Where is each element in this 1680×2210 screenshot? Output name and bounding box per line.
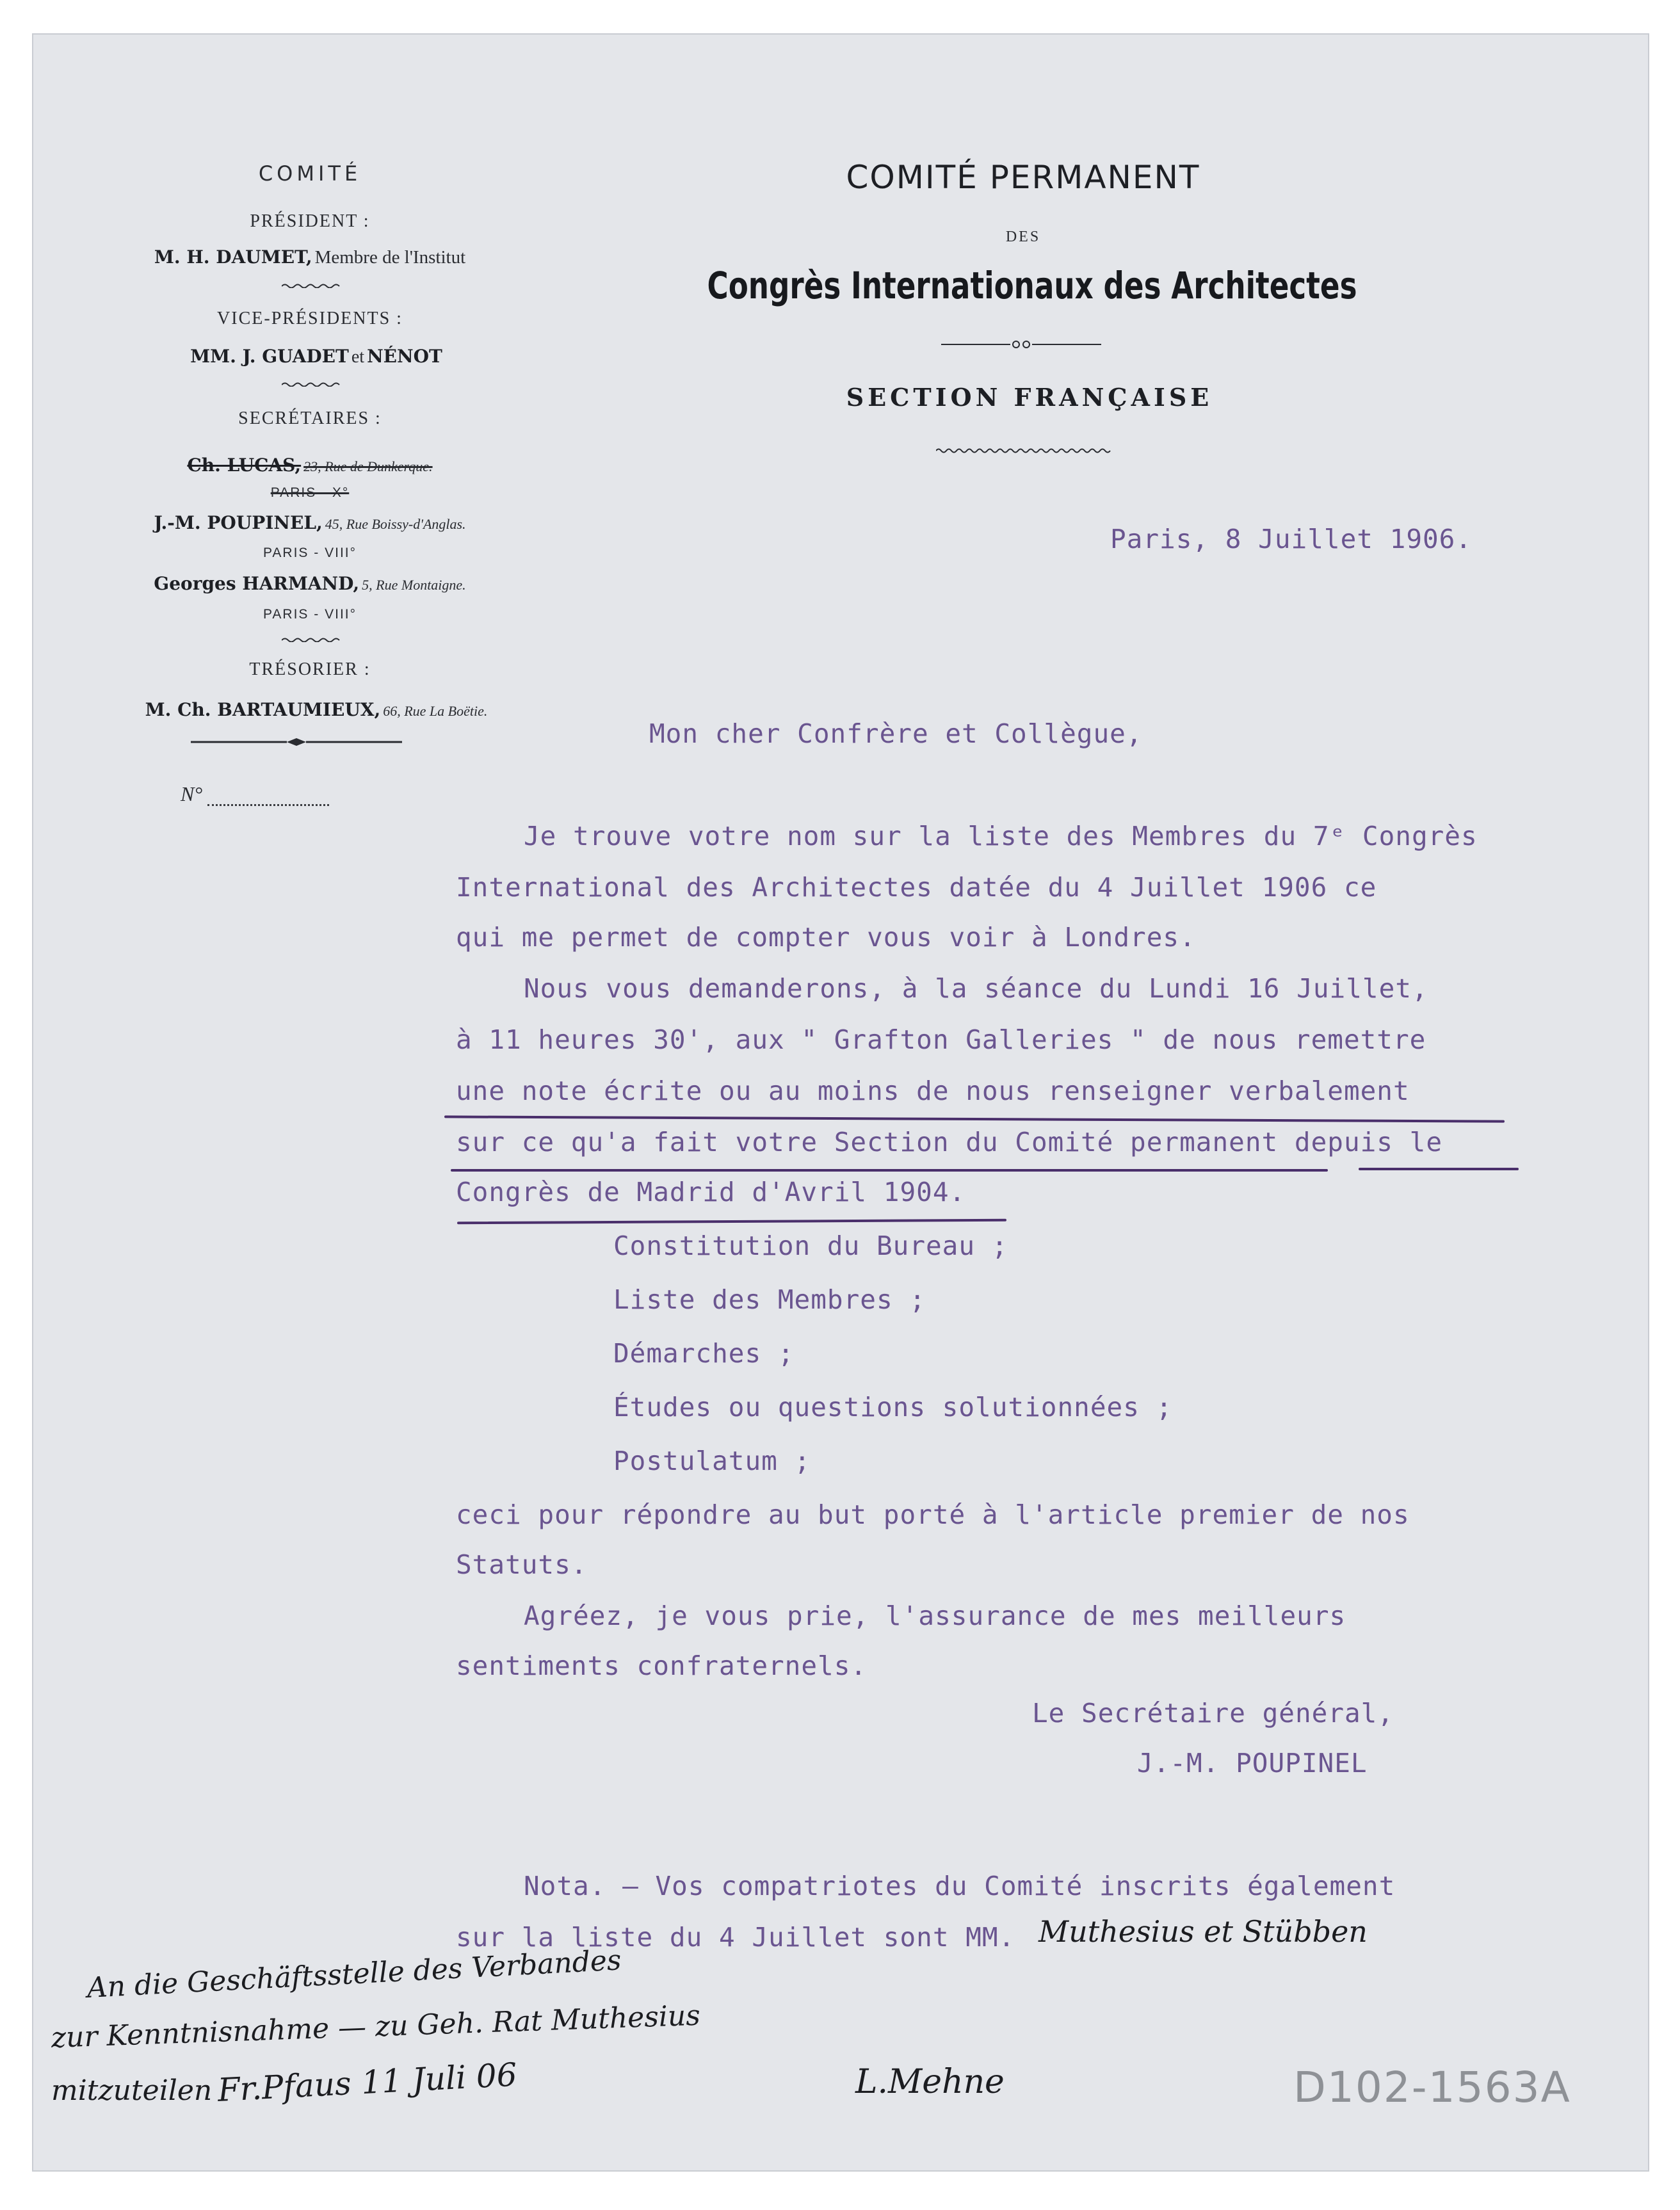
vice-president-names: MM. J. GUADET <box>190 346 349 367</box>
paragraph4-line2: sentiments confraternels. <box>456 1650 868 1681</box>
secretary2-city: PARIS - VIII° <box>262 545 357 560</box>
reference-number-field <box>181 782 329 806</box>
wave-ornament <box>282 283 341 288</box>
committee-title: COMITÉ <box>258 161 362 186</box>
paragraph1-line1: Je trouve votre nom sur la liste des Membres du 7ᵉ Congrès <box>524 821 1478 851</box>
secretary2-address: 45, Rue Boissy-d'Anglas. <box>325 516 466 532</box>
annotation-line2: zur Kenntnisnahme — zu Geh. Rat Muthesius <box>51 1999 701 2054</box>
heading-wave-ornament <box>936 447 1114 455</box>
secretary3-name: Georges HARMAND, <box>154 573 360 594</box>
treasurer-label: TRÉSORIER : <box>249 659 371 679</box>
list-item: Postulatum ; <box>613 1446 811 1476</box>
letter-salutation: Mon cher Confrère et Collègue, <box>649 718 1143 749</box>
secretary3-city: PARIS - VIII° <box>262 607 357 622</box>
secretaries-label: SECRÉTAIRES : <box>238 408 382 428</box>
vice-president-line <box>190 346 442 367</box>
signature-title: Le Secrétaire général, <box>1032 1698 1394 1729</box>
paragraph3-line1: ceci pour répondre au but porté à l'article premier de nos <box>456 1499 1410 1530</box>
paragraph3-line2: Statuts. <box>456 1549 588 1580</box>
secretary1-city: PARIS - X° <box>270 485 350 500</box>
wave-ornament <box>282 637 341 642</box>
handwritten-underline <box>1359 1168 1519 1170</box>
secretary3-line <box>154 573 465 594</box>
paragraph2-line4: sur ce qu'a fait votre Section du Comité permanent depuis le <box>456 1127 1443 1157</box>
paragraph1-line2: International des Architectes datée du 4 Juillet 1906 ce <box>456 872 1377 903</box>
treasurer-address: 66, Rue La Boëtie. <box>383 703 488 719</box>
divider-ornament <box>191 738 402 746</box>
president-note: Membre de l'Institut <box>314 247 466 268</box>
vice-president-label: VICE-PRÉSIDENTS : <box>217 309 403 328</box>
paragraph2-line1: Nous vous demanderons, à la séance du Lundi 16 Juillet, <box>524 973 1428 1004</box>
letter-date: Paris, 8 Juillet 1906. <box>1110 524 1473 554</box>
heading-divider <box>941 340 1101 349</box>
paragraph1-line3: qui me permet de compter vous voir à Londres. <box>456 922 1196 953</box>
paragraph2-line2: à 11 heures 30', aux " Grafton Galleries " de nous remettre <box>456 1024 1426 1055</box>
nota-line1: Nota. — Vos compatriotes du Comité inscrits également <box>524 1871 1396 1901</box>
treasurer-name: M. Ch. BARTAUMIEUX, <box>145 699 381 720</box>
heading-congress: Congrès Internationaux des Architectes <box>707 264 1357 307</box>
paragraph2-line3: une note écrite ou au moins de nous renseigner verbalement <box>456 1076 1410 1106</box>
secretary3-address: 5, Rue Montaigne. <box>362 577 466 593</box>
annotation-line1: An die Geschäftsstelle des Verbandes <box>86 1944 622 2004</box>
vice-president-et: et <box>351 347 365 367</box>
heading-des: DES <box>1005 229 1041 245</box>
annotation-place-date: Fr.Pfaus 11 Juli 06 <box>216 2056 518 2109</box>
list-item: Constitution du Bureau ; <box>613 1230 1008 1261</box>
heading-section: SECTION FRANÇAISE <box>846 383 1213 412</box>
secretary2-name: J.-M. POUPINEL, <box>154 512 323 533</box>
list-item: Liste des Membres ; <box>613 1284 926 1315</box>
signature-name: J.-M. POUPINEL <box>1137 1748 1368 1778</box>
president-line <box>154 246 465 268</box>
archive-stamp: D102-1563A <box>1293 2063 1571 2112</box>
nota-line2: sur la liste du 4 Juillet sont MM. <box>456 1922 1015 1953</box>
paragraph2-line5: Congrès de Madrid d'Avril 1904. <box>456 1177 966 1207</box>
list-item: Démarches ; <box>613 1338 795 1369</box>
secretary1-line <box>187 455 432 476</box>
handwritten-underline <box>451 1169 1328 1172</box>
list-item: Études ou questions solutionnées ; <box>613 1392 1173 1423</box>
wave-ornament <box>282 382 341 387</box>
number-label: N° <box>181 782 203 805</box>
secretary2-line <box>154 512 465 533</box>
annotation-signature: L.Mehne <box>855 2063 1005 2101</box>
president-name: M. H. DAUMET, <box>154 246 312 268</box>
vice-president-name-b: NÉNOT <box>367 346 442 367</box>
treasurer-line <box>145 699 488 720</box>
secretary1-name: Ch. LUCAS, <box>187 455 302 476</box>
secretary1-address: 23, Rue de Dunkerque. <box>303 458 433 474</box>
heading-committee: COMITÉ PERMANENT <box>846 159 1200 196</box>
number-blank <box>207 804 329 806</box>
paragraph4-line1: Agréez, je vous prie, l'assurance de mes meilleurs <box>524 1601 1346 1631</box>
annotation-line3: mitzuteilen <box>51 2074 213 2107</box>
president-label: PRÉSIDENT : <box>250 211 370 231</box>
nota-handwritten-names: Muthesius et Stübben <box>1038 1914 1368 1949</box>
